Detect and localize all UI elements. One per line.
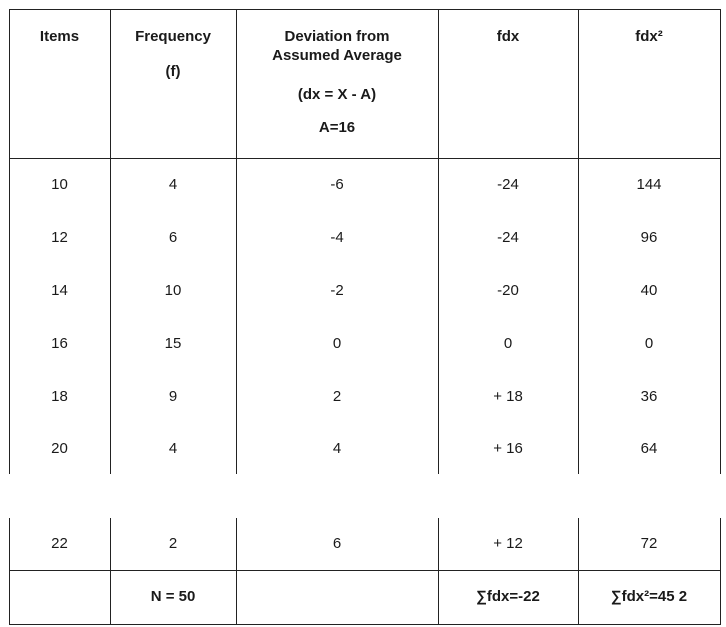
cell-items: 22 bbox=[51, 535, 68, 552]
cell-frequency: 10 bbox=[164, 282, 182, 299]
cell-deviation: 0 bbox=[332, 335, 342, 352]
cell-items: 10 bbox=[51, 176, 68, 193]
header-deviation-formula: (dx = X - A) bbox=[297, 86, 377, 103]
column-rule bbox=[578, 518, 579, 624]
cell-fdx: 0 bbox=[503, 335, 513, 352]
cell-deviation: 4 bbox=[332, 440, 342, 457]
header-assumed-value: A=16 bbox=[318, 119, 356, 136]
totals-top-border bbox=[9, 570, 721, 571]
column-rule bbox=[236, 518, 237, 624]
cell-frequency: 4 bbox=[168, 440, 178, 457]
cell-fdx: -20 bbox=[497, 282, 519, 299]
total-fdx-squared: ∑fdx²=45 2 bbox=[610, 588, 688, 605]
cell-fdx: + 16 bbox=[493, 440, 523, 457]
column-rule bbox=[9, 518, 10, 624]
cell-fdx: + 18 bbox=[493, 388, 523, 405]
cell-fdx-squared: 72 bbox=[640, 535, 658, 552]
cell-fdx-squared: 0 bbox=[644, 335, 654, 352]
cell-fdx-squared: 36 bbox=[640, 388, 658, 405]
header-bottom-border bbox=[9, 158, 721, 159]
header-frequency-symbol: (f) bbox=[165, 63, 181, 80]
cell-fdx: -24 bbox=[497, 229, 519, 246]
cell-frequency: 9 bbox=[168, 388, 178, 405]
cell-deviation: -2 bbox=[330, 282, 344, 299]
cell-fdx-squared: 40 bbox=[640, 282, 658, 299]
cell-fdx: -24 bbox=[497, 176, 519, 193]
total-frequency: N = 50 bbox=[150, 588, 196, 605]
cell-items: 20 bbox=[51, 440, 68, 457]
cell-fdx-squared: 96 bbox=[640, 229, 658, 246]
total-fdx: ∑fdx=-22 bbox=[476, 588, 540, 605]
cell-deviation: -6 bbox=[330, 176, 344, 193]
header-deviation-line2: Assumed Average bbox=[272, 47, 402, 64]
header-items: Items bbox=[39, 28, 80, 45]
header-fdx-squared: fdx² bbox=[635, 28, 663, 45]
cell-fdx-squared: 64 bbox=[640, 440, 658, 457]
column-rule bbox=[720, 9, 721, 474]
cell-deviation: 2 bbox=[332, 388, 342, 405]
cell-frequency: 2 bbox=[168, 535, 178, 552]
table-top-border bbox=[9, 9, 721, 10]
cell-deviation: -4 bbox=[330, 229, 344, 246]
cell-fdx: + 12 bbox=[493, 535, 523, 552]
cell-fdx-squared: 144 bbox=[636, 176, 662, 193]
cell-frequency: 15 bbox=[164, 335, 182, 352]
table-bottom-border bbox=[9, 624, 721, 625]
cell-items: 18 bbox=[51, 388, 68, 405]
cell-items: 16 bbox=[51, 335, 68, 352]
column-rule bbox=[720, 518, 721, 624]
column-rule bbox=[110, 518, 111, 624]
header-frequency: Frequency bbox=[135, 28, 211, 45]
column-rule bbox=[438, 518, 439, 624]
cell-deviation: 6 bbox=[332, 535, 342, 552]
cell-items: 12 bbox=[51, 229, 68, 246]
cell-frequency: 6 bbox=[168, 229, 178, 246]
cell-frequency: 4 bbox=[168, 176, 178, 193]
cell-items: 14 bbox=[51, 282, 68, 299]
header-fdx: fdx bbox=[496, 28, 520, 45]
header-deviation-line1: Deviation from bbox=[284, 28, 390, 45]
